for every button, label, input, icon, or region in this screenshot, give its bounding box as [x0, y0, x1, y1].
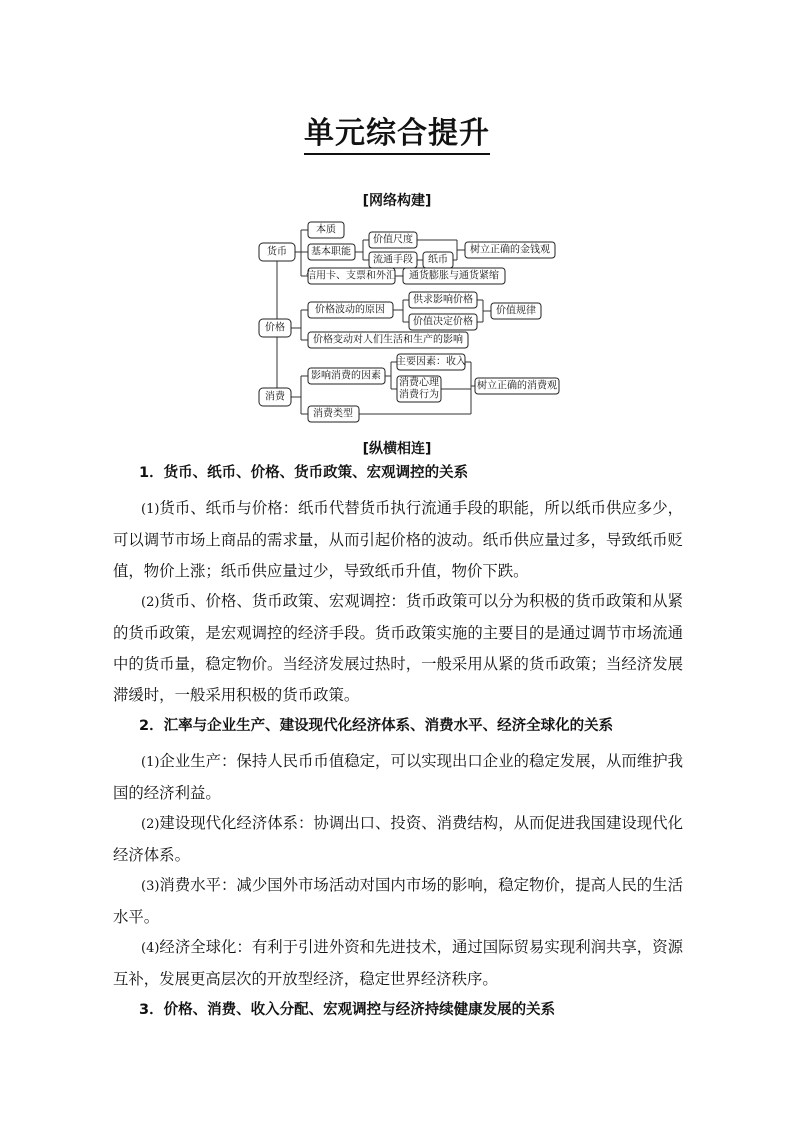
section-heading: 3．价格、消费、收入分配、宏观调控与经济持续健康发展的关系	[139, 1002, 556, 1018]
paragraph: (2)货币、价格、货币政策、宏观调控：货币政策可以分为积极的货币政策和从紧的货币政策，是宏观调控的经济手段。货币政策实施的主要目的是通过调节市场流通中的货币量，稳定物价。当经济发展过热时，一般采用从紧的货币政策；当经济发展滞缓时，一般采用积极的货币政策。	[113, 592, 683, 704]
node-value-decides: 价值决定价格	[413, 316, 473, 328]
section-heading: 1．货币、纸币、价格、货币政策、宏观调控的关系	[139, 465, 469, 481]
node-consumption-view: 树立正确的消费观	[477, 380, 557, 392]
node-main-factor: 主要因素：收入	[396, 356, 466, 368]
node-paper-money: 纸币	[428, 254, 448, 266]
node-credit: 信用卡、支票和外汇	[306, 270, 396, 282]
node-circulation: 流通手段	[373, 254, 413, 266]
node-essence: 本质	[316, 224, 336, 236]
node-consumption-factors: 影响消费的因素	[311, 370, 381, 382]
section-links-heading: [纵横相连]	[362, 441, 432, 457]
node-money: 货币	[267, 246, 287, 258]
node-money-view: 树立正确的金钱观	[470, 244, 550, 256]
node-consumption-types: 消费类型	[313, 408, 353, 420]
paragraph: (4)经济全球化：有利于引进外资和先进技术，通过国际贸易实现利润共享，资源互补，发展更高层次的开放型经济，稳定世界经济秩序。	[113, 938, 683, 988]
page-title: 单元综合提升	[0, 108, 794, 152]
section-network-heading: [网络构建]	[362, 193, 432, 209]
node-price-causes: 价格波动的原因	[315, 304, 385, 316]
paragraph: (3)消费水平：减少国外市场活动对国内市场的影响，稳定物价，提高人民的生活水平。	[113, 876, 683, 926]
paragraph: (1)企业生产：保持人民币币值稳定，可以实现出口企业的稳定发展，从而维护我国的经济利益。	[113, 752, 683, 802]
section-heading: 2．汇率与企业生产、建设现代化经济体系、消费水平、经济全球化的关系	[139, 718, 614, 734]
node-inflation: 通货膨胀与通货紧缩	[409, 270, 499, 282]
node-price-effects: 价格变动对人们生活和生产的影响	[313, 334, 463, 346]
node-consumer-psych: 消费心理	[399, 377, 439, 389]
concept-map	[255, 214, 565, 424]
paragraph: (1)货币、纸币与价格：纸币代替货币执行流通手段的职能，所以纸币供应多少，可以调节市场上商品的需求量，从而引起价格的波动。纸币供应量过多，导致纸币贬值，物价上涨；纸币供应量过少，导致纸币升值，物价下跌。	[113, 499, 683, 580]
node-consumption: 消费	[265, 391, 285, 403]
node-consumer-behavior: 消费行为	[399, 389, 439, 401]
node-price: 价格	[265, 322, 285, 334]
node-value-measure: 价值尺度	[373, 234, 413, 246]
node-supply-demand: 供求影响价格	[413, 294, 473, 306]
node-basic-functions: 基本职能	[311, 246, 351, 258]
main-text	[113, 462, 683, 1030]
node-value-law: 价值规律	[496, 305, 536, 317]
paragraph: (2)建设现代化经济体系：协调出口、投资、消费结构，从而促进我国建设现代化经济体系。	[113, 814, 683, 864]
